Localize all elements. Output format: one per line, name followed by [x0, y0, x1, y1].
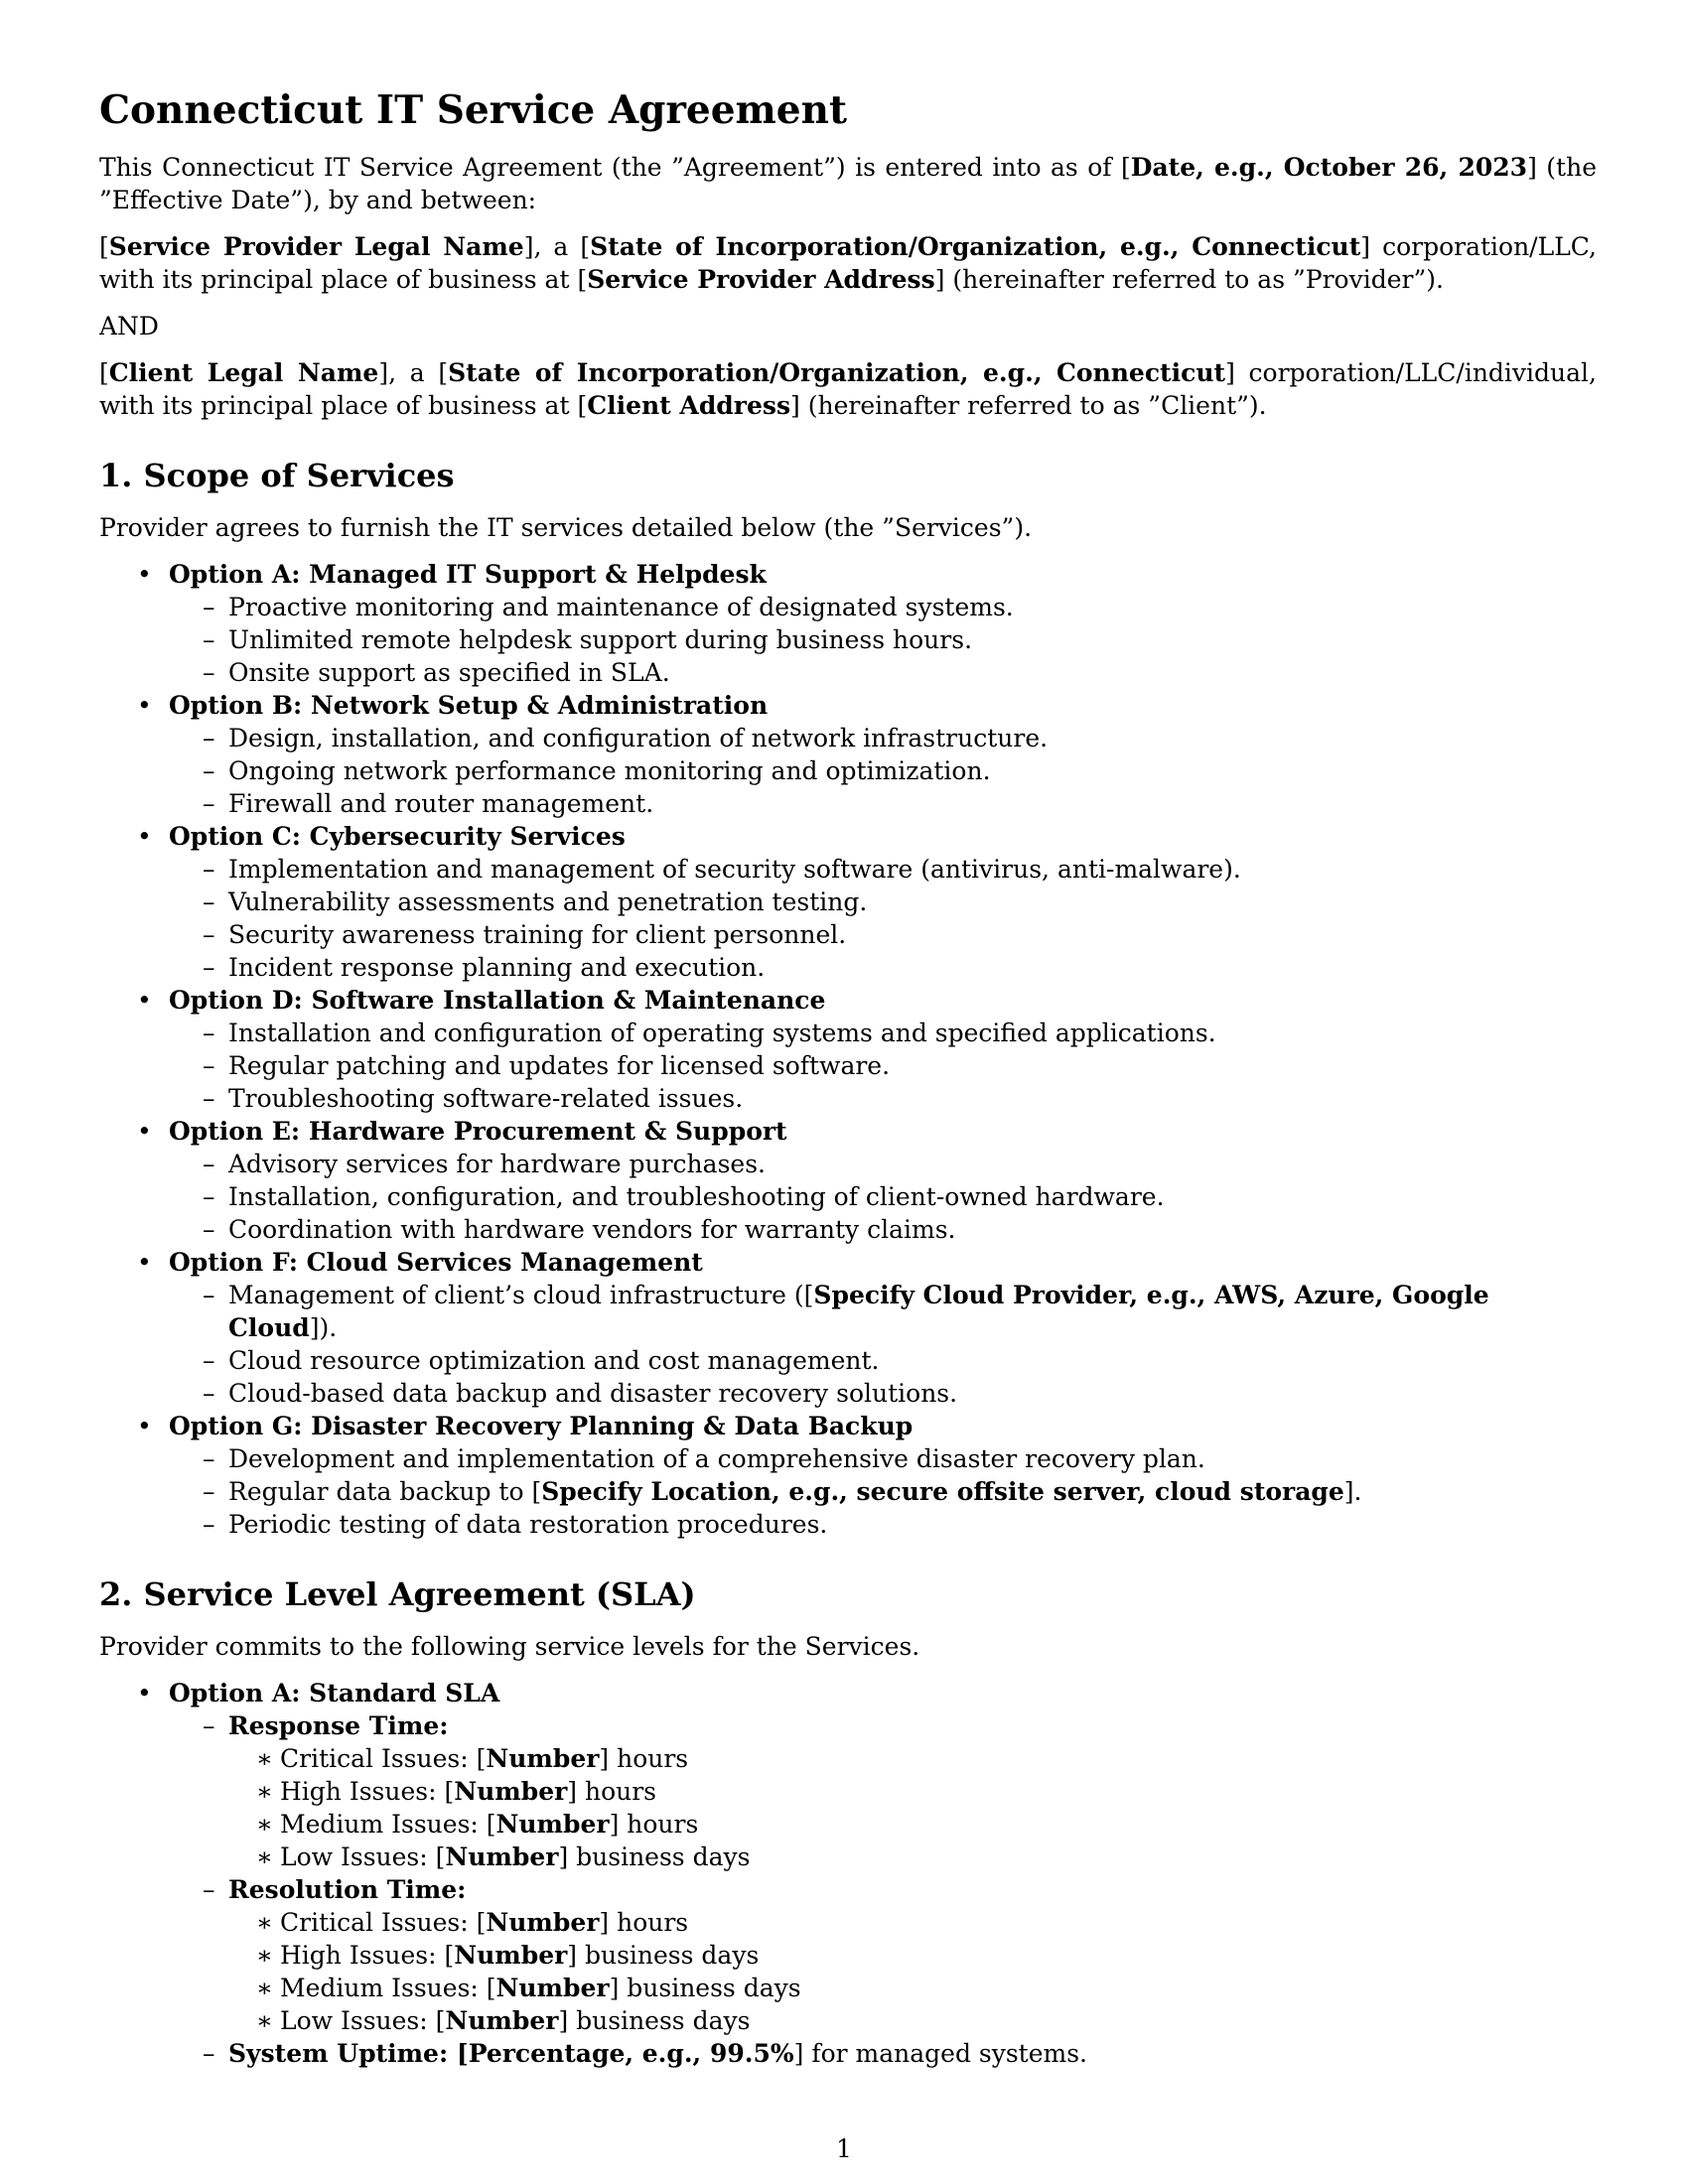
list-item: – Proactive monitoring and maintenance of designated systems.: [169, 591, 1597, 623]
list-item: – Vulnerability assessments and penetration testing.: [169, 886, 1597, 918]
scope-intro: Provider agrees to furnish the IT services detailed below (the ”Services”).: [99, 513, 1033, 542]
list-item: – Cloud-based data backup and disaster recovery solutions.: [169, 1377, 1597, 1410]
list-item: – Ongoing network performance monitoring and optimization.: [169, 754, 1597, 787]
list-item: ∗ Critical Issues: [Number] hours: [228, 1742, 1597, 1775]
section-heading-scope: 1. Scope of Services: [99, 457, 455, 494]
document-title: Connecticut IT Service Agreement: [99, 87, 847, 133]
client-state-placeholder: State of Incorporation/Organization, e.g., Connecticut: [448, 358, 1226, 387]
list-item: – Firewall and router management.: [169, 787, 1597, 820]
list-item: ∗ Medium Issues: [Number] business days: [228, 1972, 1597, 2004]
list-item: – Design, installation, and configuration of network infrastructure.: [169, 722, 1597, 754]
uptime-percentage-placeholder: Percentage, e.g., 99.5%: [468, 2039, 794, 2068]
list-item: – Incident response planning and execution.: [169, 951, 1597, 984]
client-name-placeholder: Client Legal Name: [108, 358, 379, 387]
client-paragraph: [Client Legal Name], a [State of Incorporation/Organization, e.g., Connecticut] corporation/LLC/individual, with its principal place of business at [Client Address] (hereinafter referred to as ”Client”).: [99, 358, 1598, 420]
list-item: – Management of client’s cloud infrastructure ([Specify Cloud Provider, e.g., AWS, Azure, Google Cloud]).: [169, 1279, 1597, 1344]
scope-option-d: • Option D: Software Installation & Maintenance – Installation and configuration of operating systems and specified applications. – Regular patching and updates for licensed software. – Troubleshooting software-related issues.: [99, 984, 1597, 1115]
and-separator: AND: [99, 312, 159, 341]
cloud-provider-placeholder: Specify Cloud Provider, e.g., AWS, Azure, Google Cloud: [228, 1281, 1489, 1342]
scope-option-b: • Option B: Network Setup & Administration – Design, installation, and configuration of network infrastructure. – Ongoing network performance monitoring and optimization. – Firewall and router management.: [99, 689, 1597, 820]
scope-option-g: • Option G: Disaster Recovery Planning & Data Backup – Development and implementation of a comprehensive disaster recovery plan. – Regular data backup to [Specify Location, e.g., secure offsite server, cloud storage]. – Periodic testing of data restoration procedures.: [99, 1410, 1597, 1541]
intro-paragraph: This Connecticut IT Service Agreement (the ”Agreement”) is entered into as of [Date, e.g., October 26, 2023] (the ”Effective Date”), by and between:: [99, 153, 1597, 214]
list-item: – Regular data backup to [Specify Location, e.g., secure offsite server, cloud storage].: [169, 1475, 1597, 1508]
page-number: 1: [836, 2134, 852, 2163]
scope-option-f: • Option F: Cloud Services Management – Management of client’s cloud infrastructure ([Specify Cloud Provider, e.g., AWS, Azure, Google Cloud]). – Cloud resource optimization and cost management. – Cloud-based data backup and disaster recovery solutions.: [99, 1246, 1597, 1410]
scope-option-c: • Option C: Cybersecurity Services – Implementation and management of security software (antivirus, anti-malware). – Vulnerability assessments and penetration testing. – Security awareness training for client personnel. – Incident response planning and execution.: [99, 820, 1597, 984]
scope-option-a: • Option A: Managed IT Support & Helpdesk – Proactive monitoring and maintenance of designated systems. – Unlimited remote helpdesk support during business hours. – Onsite support as specified in SLA.: [99, 558, 1597, 689]
provider-name-placeholder: Service Provider Legal Name: [108, 232, 524, 261]
system-uptime-item: – System Uptime: [Percentage, e.g., 99.5%] for managed systems.: [169, 2037, 1597, 2070]
response-time-group: – Response Time: ∗ Critical Issues: [Number] hours ∗ High Issues: [Number] hours ∗ Medium Issues: [Number] hours ∗ Low Issues: [Number] business days: [169, 1709, 1597, 1873]
list-item: – Advisory services for hardware purchases.: [169, 1148, 1597, 1180]
sla-options-list: [99, 1677, 1597, 2070]
sla-intro: Provider commits to the following service levels for the Services.: [99, 1632, 920, 1661]
resolution-time-group: – Resolution Time: ∗ Critical Issues: [Number] hours ∗ High Issues: [Number] business days ∗ Medium Issues: [Number] business days ∗ Low Issues: [Number] business days: [169, 1873, 1597, 2037]
client-address-placeholder: Client Address: [587, 391, 791, 420]
list-item: ∗ Low Issues: [Number] business days: [228, 2004, 1597, 2037]
provider-state-placeholder: State of Incorporation/Organization, e.g., Connecticut: [590, 232, 1361, 261]
list-item: – Development and implementation of a comprehensive disaster recovery plan.: [169, 1442, 1597, 1475]
effective-date-placeholder: Date, e.g., October 26, 2023: [1130, 153, 1528, 182]
section-heading-sla: 2. Service Level Agreement (SLA): [99, 1575, 696, 1613]
list-item: – Security awareness training for client personnel.: [169, 918, 1597, 951]
list-item: ∗ Low Issues: [Number] business days: [228, 1841, 1597, 1873]
list-item: – Unlimited remote helpdesk support during business hours.: [169, 623, 1597, 656]
list-item: – Onsite support as specified in SLA.: [169, 656, 1597, 689]
list-item: – Coordination with hardware vendors for warranty claims.: [169, 1213, 1597, 1246]
document-page: [99, 87, 1597, 2070]
list-item: ∗ Critical Issues: [Number] hours: [228, 1906, 1597, 1939]
list-item: – Regular patching and updates for licensed software.: [169, 1049, 1597, 1082]
sla-option-a: • Option A: Standard SLA – Response Time: ∗ Critical Issues: [Number] hours ∗ High Issues: [Number] hours ∗ Medium Issues: [Number] hours ∗ Low Issues: [Number] business days – Resolution Time: ∗ Critical Issues: [Number] hours ∗ High Issues: [Number] business days ∗ Medium Issues: [Number] business days ∗ Low Issues: [Number] business days – System Uptime: [Percentage, e.g., 99.5%] for managed systems.: [99, 1677, 1597, 2070]
scope-options-list: [99, 558, 1597, 1541]
list-item: – Installation, configuration, and troubleshooting of client-owned hardware.: [169, 1180, 1597, 1213]
list-item: ∗ High Issues: [Number] business days: [228, 1939, 1597, 1972]
scope-option-e: • Option E: Hardware Procurement & Support – Advisory services for hardware purchases. – Installation, configuration, and troubleshooting of client-owned hardware. – Coordination with hardware vendors for warranty claims.: [99, 1115, 1597, 1246]
list-item: – Periodic testing of data restoration procedures.: [169, 1508, 1597, 1541]
list-item: – Implementation and management of security software (antivirus, anti-malware).: [169, 853, 1597, 886]
provider-address-placeholder: Service Provider Address: [587, 265, 935, 294]
list-item: – Installation and configuration of operating systems and specified applications.: [169, 1017, 1597, 1049]
list-item: ∗ High Issues: [Number] hours: [228, 1775, 1597, 1808]
list-item: ∗ Medium Issues: [Number] hours: [228, 1808, 1597, 1841]
backup-location-placeholder: Specify Location, e.g., secure offsite server, cloud storage: [541, 1477, 1344, 1506]
list-item: – Cloud resource optimization and cost management.: [169, 1344, 1597, 1377]
list-item: – Troubleshooting software-related issues.: [169, 1082, 1597, 1115]
provider-paragraph: [Service Provider Legal Name], a [State of Incorporation/Organization, e.g., Connecticut] corporation/LLC, with its principal place of business at [Service Provider Address] (hereinafter referred to as ”Provider”).: [99, 232, 1597, 294]
